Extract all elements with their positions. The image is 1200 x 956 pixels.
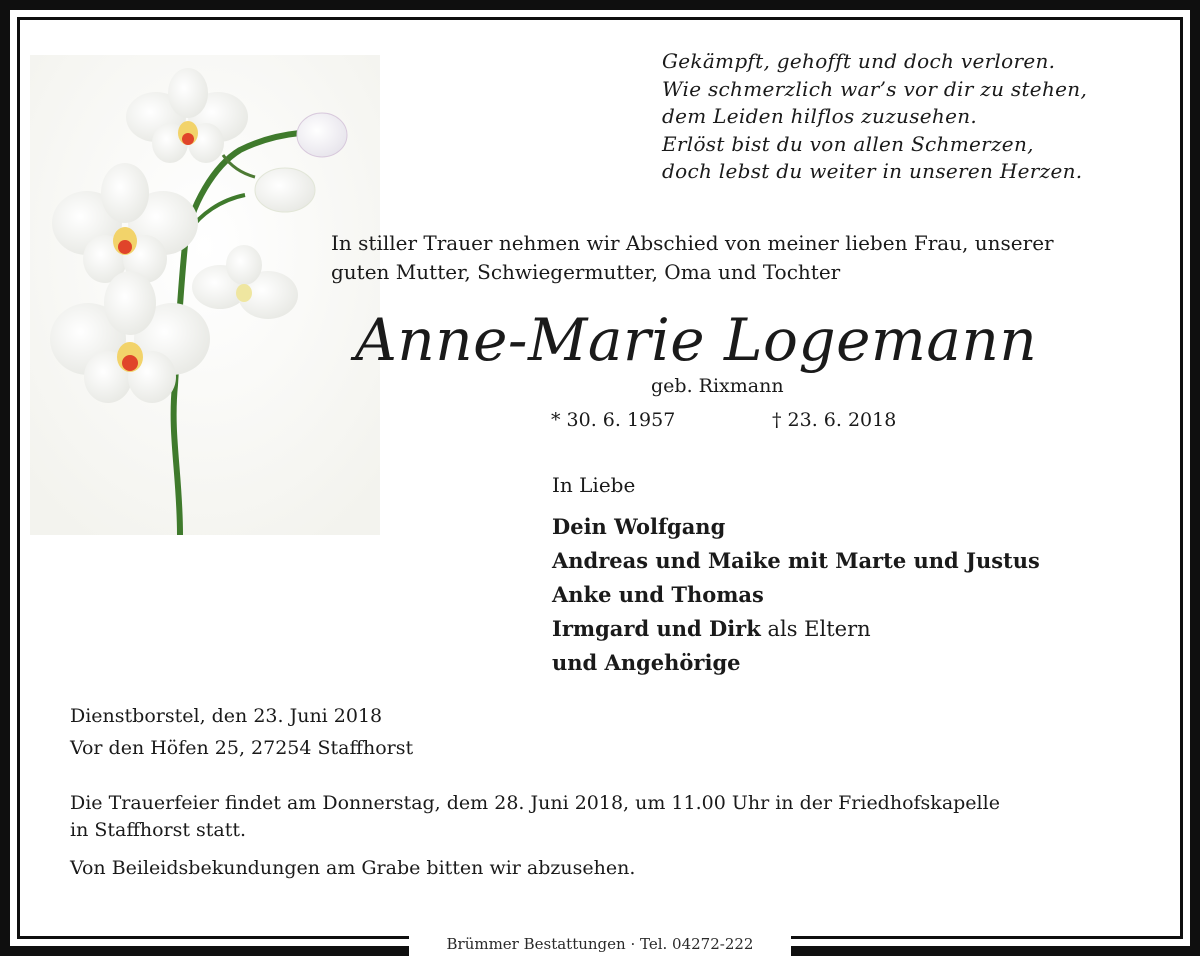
death-date: † 23. 6. 2018 — [772, 409, 897, 431]
mourner-line — [552, 612, 1040, 646]
parents-suffix: als Eltern — [760, 617, 871, 641]
poem-line: dem Leiden hilflos zuzusehen. — [662, 104, 978, 128]
birth-date: * 30. 6. 1957 — [551, 409, 676, 431]
orchid-image — [30, 55, 380, 535]
funeral-home-credit: Brümmer Bestattungen · Tel. 04272-222 — [446, 935, 754, 953]
ceremony-line: Die Trauerfeier findet am Donnerstag, dem 28. Juni 2018, um 11.00 Uhr in der Friedhofskapelle — [70, 792, 1000, 814]
intro-line: In stiller Trauer nehmen wir Abschied von meiner lieben Frau, unserer — [331, 231, 1054, 255]
poem-line: Gekämpft, gehofft und doch verloren. — [662, 49, 1056, 73]
ceremony-notice — [70, 790, 1000, 844]
poem — [662, 48, 1087, 186]
ceremony-line: in Staffhorst statt. — [70, 819, 247, 841]
parents-names: Irmgard und Dirk — [552, 616, 761, 641]
address-block — [70, 700, 413, 764]
intro-line: guten Mutter, Schwiegermutter, Oma und Tochter — [331, 260, 841, 284]
in-love-label: In Liebe — [552, 473, 636, 497]
mourners-list — [552, 510, 1040, 680]
deceased-name: Anne-Marie Logemann — [355, 306, 1038, 374]
street-address: Vor den Höfen 25, 27254 Staffhorst — [70, 737, 414, 759]
mourner-name: Anke und Thomas — [552, 582, 764, 607]
relatives-label: und Angehörige — [552, 650, 741, 675]
mourner-name: Dein Wolfgang — [552, 514, 726, 539]
intro-text — [331, 229, 1054, 287]
mourner-line — [552, 578, 1040, 612]
mourner-line — [552, 646, 1040, 680]
mourner-name: Andreas und Maike mit Marte und Justus — [552, 548, 1040, 573]
poem-line: Erlöst bist du von allen Schmerzen, — [662, 131, 1034, 156]
place-date: Dienstborstel, den 23. Juni 2018 — [70, 705, 383, 727]
mourner-line — [552, 544, 1040, 578]
maiden-name: geb. Rixmann — [651, 375, 784, 397]
mourner-line — [552, 510, 1040, 544]
poem-line: doch lebst du weiter in unseren Herzen. — [662, 159, 1083, 183]
condolence-request: Von Beileidsbekundungen am Grabe bitten wir abzusehen. — [70, 857, 636, 879]
poem-line: Wie schmerzlich war’s vor dir zu stehen, — [662, 76, 1088, 101]
